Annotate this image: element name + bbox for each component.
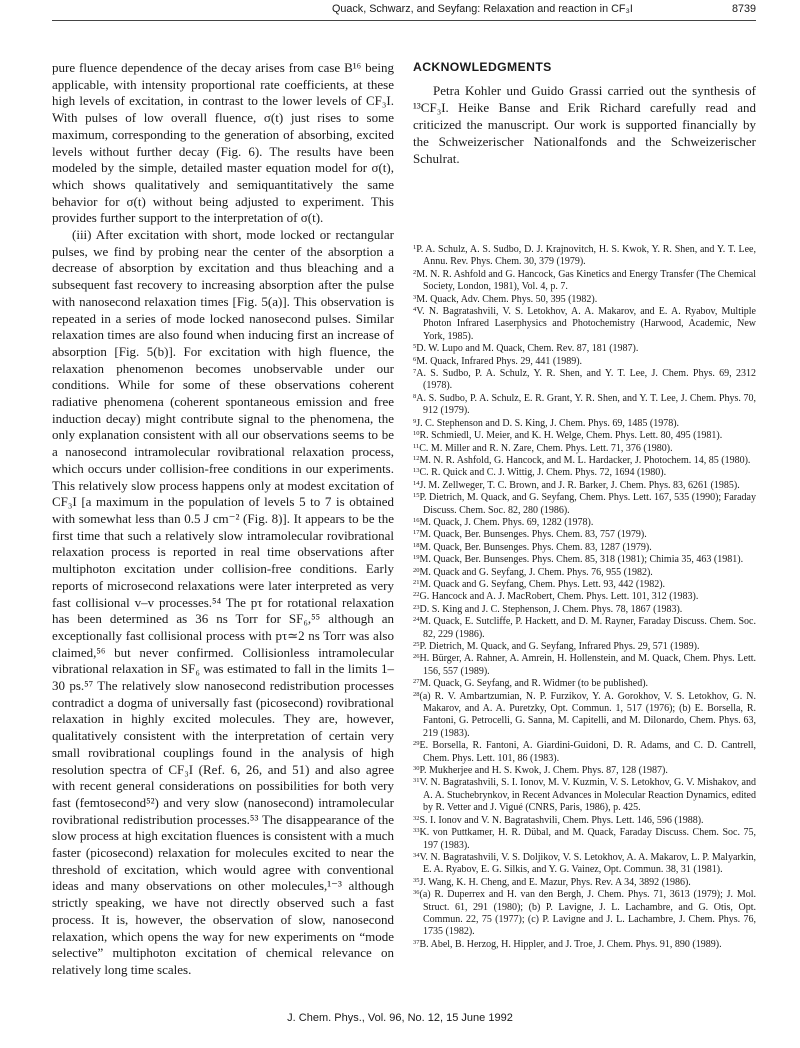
reference-text: D. W. Lupo and M. Quack, Chem. Rev. 87, 181 (1987).	[416, 343, 639, 355]
reference-text: S. I. Ionov and V. N. Bagratashvili, Chem. Phys. Lett. 146, 596 (1988).	[419, 814, 704, 826]
reference-number: 5	[413, 343, 417, 351]
reference-text: M. Quack, Ber. Bunsenges. Phys. Chem. 85, 318 (1981); Chimia 35, 463 (1981).	[419, 554, 744, 566]
reference-text: V. N. Bagratashvili, V. S. Doljikov, V. S. Letokhov, A. A. Makarov, L. P. Malyarkin, E. A. Ryabov, E. G. Silkis, and Y. G. Vainez, Opt. Commun. 38, 31 (1981).	[419, 851, 756, 876]
reference-text: P. Mukherjee and H. S. Kwok, J. Chem. Phys. 87, 128 (1987).	[419, 765, 668, 777]
reference-number: 34	[413, 851, 420, 859]
reference-item	[413, 740, 756, 765]
reference-number: 37	[413, 938, 420, 946]
reference-item	[413, 443, 756, 455]
acknowledgments-heading: ACKNOWLEDGMENTS	[413, 60, 552, 74]
reference-text: M. Quack, J. Chem. Phys. 69, 1282 (1978).	[419, 516, 594, 528]
reference-number: 31	[413, 777, 420, 785]
reference-text: M. Quack, Ber. Bunsenges. Phys. Chem. 83, 757 (1979).	[419, 529, 647, 541]
reference-number: 1	[413, 244, 417, 251]
reference-number: 6	[413, 355, 417, 363]
reference-text: V. N. Bagratashvili, V. S. Letokhov, A. A. Makarov, and E. A. Ryabov, Multiple Photon Infrared Laserphysics and Photochemistry (Harwood, Academic, New York, 1985).	[416, 306, 756, 342]
reference-number: 9	[413, 417, 417, 425]
reference-number: 20	[413, 566, 420, 574]
reference-number: 14	[413, 479, 420, 487]
reference-item	[413, 418, 756, 430]
reference-text: V. N. Bagratashvili, S. I. Ionov, M. V. Kuzmin, V. S. Letokhov, G. V. Mishakov, and A. A. Stuchebrynkov, in Recent Advances in Molecular Reaction Dynamics, edited by R. Vetter and J. Vigué (CNRS, Paris, 1986), p. 425.	[419, 777, 756, 814]
reference-item	[413, 455, 756, 467]
reference-text: M. Quack, E. Sutcliffe, P. Hackett, and D. M. Rayner, Faraday Discuss. Chem. Soc. 82, 229 (1986).	[419, 616, 756, 640]
reference-item	[413, 356, 756, 368]
reference-text: C. M. Miller and R. N. Zare, Chem. Phys. Lett. 71, 376 (1980).	[419, 442, 673, 454]
reference-number: 35	[413, 876, 420, 884]
left-column	[52, 60, 394, 979]
reference-item	[413, 269, 756, 294]
reference-item	[413, 567, 756, 579]
reference-item	[413, 517, 756, 529]
reference-list	[413, 244, 756, 951]
reference-item	[413, 765, 756, 777]
reference-item	[413, 480, 756, 492]
journal-citation-footer: J. Chem. Phys., Vol. 96, No. 12, 15 June 1992	[287, 1012, 513, 1024]
reference-text: E. Borsella, R. Fantoni, A. Giardini-Guidoni, D. R. Adams, and C. D. Cantrell, Chem. Phys. Lett. 101, 86 (1983).	[419, 740, 756, 764]
reference-text: J. C. Stephenson and D. S. King, J. Chem. Phys. 69, 1485 (1978).	[416, 417, 680, 429]
reference-item	[413, 393, 756, 418]
reference-number: 23	[413, 603, 420, 611]
reference-item	[413, 616, 756, 641]
reference-number: 7	[413, 368, 417, 376]
reference-item	[413, 244, 756, 269]
reference-number: 33	[413, 827, 420, 835]
reference-number: 29	[413, 740, 420, 748]
reference-item	[413, 294, 756, 306]
reference-item	[413, 889, 756, 939]
reference-text: A. S. Sudbo, P. A. Schulz, Y. R. Shen, and Y. T. Lee, J. Chem. Phys. 69, 2312 (1978).	[416, 368, 756, 392]
running-head	[52, 3, 756, 19]
running-title: Quack, Schwarz, and Seyfang: Relaxation and reaction in CF₃I	[332, 3, 633, 15]
reference-number: 30	[413, 765, 420, 773]
reference-text: M. Quack, Ber. Bunsenges. Phys. Chem. 83, 1287 (1979).	[419, 541, 652, 553]
reference-number: 25	[413, 641, 420, 648]
reference-number: 22	[413, 591, 420, 599]
right-column	[413, 60, 756, 168]
reference-number: 17	[413, 529, 420, 537]
reference-item	[413, 343, 756, 355]
reference-text: B. Abel, B. Herzog, H. Hippler, and J. Troe, J. Chem. Phys. 91, 890 (1989).	[419, 938, 722, 950]
reference-text: C. R. Quick and C. J. Wittig, J. Chem. Phys. 72, 1694 (1980).	[419, 467, 667, 479]
reference-item	[413, 877, 756, 889]
reference-number: 26	[413, 653, 420, 661]
reference-text: M. Quack, Infrared Phys. 29, 441 (1989).	[416, 355, 583, 367]
reference-item	[413, 430, 756, 442]
reference-item	[413, 827, 756, 852]
reference-text: J. M. Zellweger, T. C. Brown, and J. R. Barker, J. Chem. Phys. 83, 6261 (1985).	[419, 479, 740, 491]
reference-number: 24	[413, 616, 420, 624]
reference-text: M. Quack and G. Seyfang, Chem. Phys. Lett. 93, 442 (1982).	[419, 578, 666, 590]
reference-text: R. Schmiedl, U. Meier, and K. H. Welge, Chem. Phys. Lett. 80, 495 (1981).	[419, 430, 723, 442]
header-rule	[52, 20, 756, 21]
reference-item	[413, 591, 756, 603]
reference-item	[413, 815, 756, 827]
reference-text: D. S. King and J. C. Stephenson, J. Chem. Phys. 78, 1867 (1983).	[419, 603, 683, 615]
reference-item	[413, 579, 756, 591]
reference-item	[413, 641, 756, 653]
reference-number: 10	[413, 430, 420, 438]
reference-item	[413, 678, 756, 690]
reference-number: 11	[413, 442, 420, 450]
reference-number: 28	[413, 690, 420, 698]
reference-number: 18	[413, 541, 420, 549]
reference-item	[413, 777, 756, 814]
reference-text: M. N. R. Ashfold and G. Hancock, Gas Kinetics and Energy Transfer (The Chemical Society, London, 1981), Vol. 4, p. 7.	[416, 268, 756, 293]
reference-text: M. N. R. Ashfold, G. Hancock, and M. L. Hardacker, J. Photochem. 14, 85 (1980).	[419, 454, 751, 466]
reference-item	[413, 852, 756, 877]
reference-number: 32	[413, 814, 420, 822]
reference-number: 3	[413, 293, 417, 301]
reference-number: 19	[413, 554, 420, 562]
reference-number: 16	[413, 516, 420, 524]
reference-text: (a) R. V. Ambartzumian, N. P. Furzikov, Y. A. Gorokhov, V. S. Letokhov, G. N. Makarov, and A. A. Puretzky, Opt. Commun. 1, 517 (1976); (b) E. Borsella, R. Fantoni, G. Petrocelli, G. Sanna, M. Capitelli, and M. Dilonardo, Chem. Phys. 63, 219 (1983).	[419, 690, 756, 739]
reference-text: (a) R. Duperrex and H. van den Bergh, J. Chem. Phys. 71, 3613 (1979); J. Mol. Struct. 61, 291 (1980); (b) P. Lavigne, J. L. Lachambre, and G. Otis, Opt. Commun. 22, 75 (1977); (c) P. Lavigne and J. L. Lachambre, J. Chem. Phys. 76, 1735 (1982).	[419, 889, 756, 938]
reference-item	[413, 653, 756, 678]
acknowledgments-body: Petra Kohler und Guido Grassi carried out the synthesis of ¹³CF₃I. Heike Banse and Erik Richard carefully read and criticized the manuscript. Our work is supported financially by the Schweizerischer Nationalfonds and the Schweizerischer Schulrat.	[413, 83, 756, 166]
reference-number: 27	[413, 678, 420, 686]
reference-item	[413, 368, 756, 393]
reference-number: 36	[413, 889, 420, 897]
reference-number: 8	[413, 392, 417, 400]
reference-item	[413, 306, 756, 343]
reference-text: M. Quack, Adv. Chem. Phys. 50, 395 (1982).	[416, 293, 598, 305]
reference-text: A. S. Sudbo, P. A. Schulz, E. R. Grant, Y. R. Shen, and Y. T. Lee, J. Chem. Phys. 70, 912 (1979).	[416, 392, 756, 417]
reference-number: 2	[413, 268, 417, 276]
reference-text: K. von Puttkamer, H. R. Dübal, and M. Quack, Faraday Discuss. Chem. Soc. 75, 197 (1983).	[419, 827, 756, 851]
reference-number: 4	[413, 306, 417, 314]
reference-item	[413, 492, 756, 517]
reference-item	[413, 939, 756, 951]
page-number: 8739	[731, 3, 756, 15]
reference-text: J. Wang, K. H. Cheng, and E. Mazur, Phys. Rev. A 34, 3892 (1986).	[419, 876, 691, 888]
reference-number: 21	[413, 578, 420, 586]
reference-item	[413, 529, 756, 541]
reference-number: 15	[413, 492, 420, 500]
reference-number: 12	[413, 454, 420, 462]
body-paragraph-2: (iii) After excitation with short, mode locked or rectangular pulses, we find by probing near the center of the absorption a decrease of absorption by excitation and thus bleaching and a subsequent fast recovery to increasing absorption after the pulse with nanosecond relaxation times [Fig. 5(a)]. This observation is repeated in a series of mode locked nanosecond pulses. Similar relaxation times are also found when inducing first an increase of absorption [Fig. 5(b)]. For excitation with high fluence, the relaxation phenomenon becomes unobservable under our conditions. While for some of these observations coherent radiative phenomena (coherent spontaneous emission and free induction decay) might contribute signal to the phenomena, the only explanation consistent with all our observations seems to be a nanosecond intramolecular rovibrational relaxation process, which occurs under collision-free conditions in our experiments. This relatively slow process happens only at modest excitation of CF₃I [a maximum in the population of levels 5 to 7 is obtained with somewhat less than 0.5 J cm⁻² (Fig. 8)]. It appears to be the first time that such a relatively slow intramolecular rovibrational relaxation process is reported in real time observations after multiphoton excitation under collision-free conditions. Early reports of microsecond relaxations were later interpreted as very fast collisional v–v processes.⁵⁴ The pτ for rotational relaxation has been determined as 36 ns Torr for SF₆,⁵⁵ although an exceptionally fast collisional process with pτ≃2 ns Torr was also claimed,⁵⁶ but never confirmed. Collisionless intramolecular vibrational relaxation in SF₆ was estimated to fall in the limits 1–30 ps.⁵⁷ The relatively slow nanosecond redistribution processes contradict a dogma of universally fast (picosecond) rovibrational relaxation in highly excited molecules. They are, however, qualitatively consistent with the interpretation of certain very small rovibrational couplings found in the analysis of high resolution spectra of CF₃I (Ref. 6, 26, and 51) and also agree with recent general considerations on possibilities for both very fast (femtosecond⁵²) and very slow (nanosecond) intramolecular rovibrational redistribution processes.⁵³ The disappearance of the slow process at high excitation fluences is consistent with a much faster (picosecond) relaxation for molecules excited to near the threshold of excitation, which would agree with conventional ideas and many observations on other molecules,¹⁻³ although strictly speaking, we have not directly observed such a fast process. It is, however, the observation of slow, nanosecond relaxation, which opens the way for new experiments on “mode selective” multiphoton excitation of chemical relevance on relatively long time scales.	[52, 227, 394, 977]
reference-item	[413, 554, 756, 566]
body-paragraph-1: pure fluence dependence of the decay arises from case B¹⁶ being applicable, with intensity proportional rate coefficients, at these high levels of excitation, in contrast to the lower levels of CF₃I. With pulses of low overall fluence, σ(t) just rises to some maximum, corresponding to the generation of absorbing, excited levels without further decay (Fig. 6). The results have been modeled by the simple, detailed master equation model for σ(t), which shows qualitatively and semiquantitatively the same behavior for σ(t) without being adjusted to experiment. This provides further support to the interpretation of σ(t).	[52, 60, 394, 226]
reference-text: M. Quack, G. Seyfang, and R. Widmer (to be published).	[419, 678, 649, 690]
reference-text: G. Hancock and A. J. MacRobert, Chem. Phys. Lett. 101, 312 (1983).	[419, 591, 699, 603]
reference-text: P. A. Schulz, A. S. Sudbo, D. J. Krajnovitch, H. S. Kwok, Y. R. Shen, and Y. T. Lee, Annu. Rev. Phys. Chem. 30, 379 (1979).	[416, 244, 756, 268]
reference-text: P. Dietrich, M. Quack, and G. Seyfang, Infrared Phys. 29, 571 (1989).	[419, 641, 700, 652]
reference-item	[413, 542, 756, 554]
reference-number: 13	[413, 467, 420, 475]
reference-text: P. Dietrich, M. Quack, and G. Seyfang, Chem. Phys. Lett. 167, 535 (1990); Faraday Discuss. Chem. Soc. 82, 280 (1986).	[419, 492, 756, 516]
reference-item	[413, 604, 756, 616]
reference-text: H. Bürger, A. Rahner, A. Amrein, H. Hollenstein, and M. Quack, Chem. Phys. Lett. 156, 557 (1989).	[419, 653, 756, 677]
reference-text: M. Quack and G. Seyfang, J. Chem. Phys. 76, 955 (1982).	[419, 566, 653, 578]
reference-item	[413, 691, 756, 741]
reference-item	[413, 467, 756, 479]
